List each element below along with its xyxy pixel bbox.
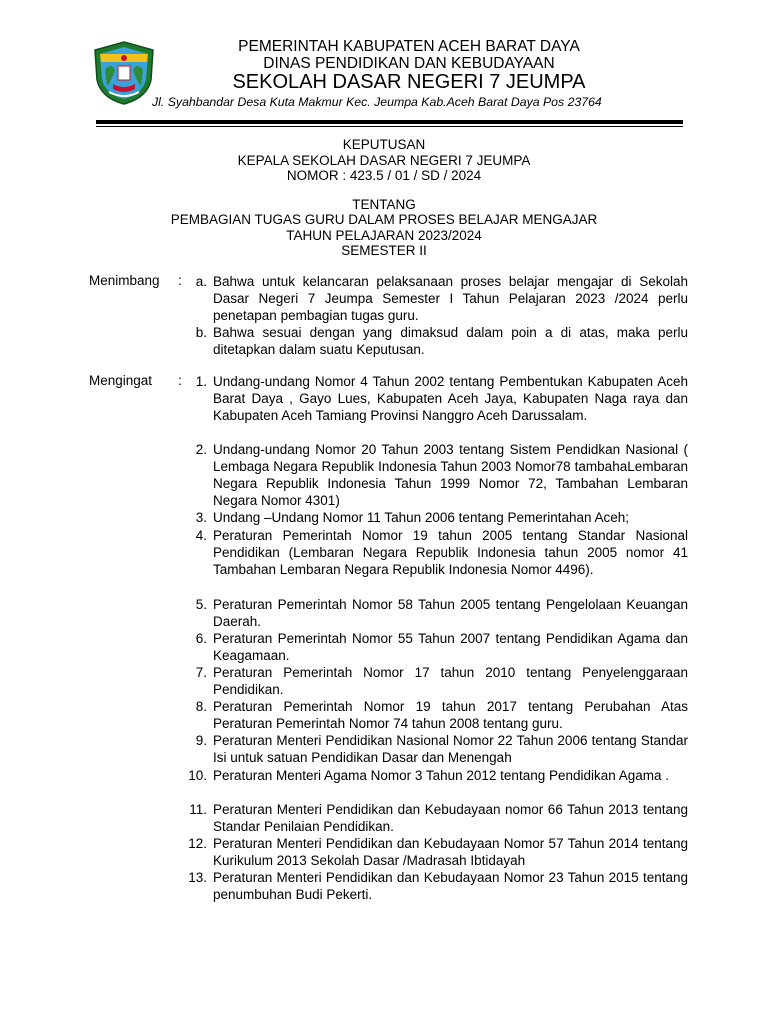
letterhead-rule-thick: [96, 120, 683, 124]
government-name: PEMERINTAH KABUPATEN ACEH BARAT DAYA: [238, 38, 580, 55]
list-marker: 9.: [195, 733, 207, 748]
list-item-text: Peraturan Menteri Pendidikan dan Kebudayaan Nomor 23 Tahun 2015 tentang penumbuhan Budi Pekerti.: [213, 870, 688, 902]
list-item-text: Peraturan Pemerintah Nomor 55 Tahun 2007 tentang Pendidikan Agama dan Keagamaan.: [213, 631, 688, 663]
list-item-text: Bahwa untuk kelancaran pelaksanaan proses belajar mengajar di Sekolah Dasar Negeri 7 Jeumpa Semester I Tahun Pelajaran 2023 /2024 perlu penetapan pembagian tugas guru.: [213, 274, 688, 323]
list-item-text: Peraturan Pemerintah Nomor 19 tahun 2005 tentang Standar Nasional Pendidikan (Lembaran Negara Republik Indonesia tahun 2005 nomor 41 Tambahan Lembaran Negara Republik Indonesia Nomor 4496).: [213, 528, 688, 577]
decision-subject-3: SEMESTER II: [341, 243, 427, 258]
list-marker: 7.: [195, 665, 207, 680]
decision-issuer: KEPALA SEKOLAH DASAR NEGERI 7 JEUMPA: [237, 153, 531, 168]
decision-subject-1: PEMBAGIAN TUGAS GURU DALAM PROSES BELAJAR MENGAJAR: [170, 212, 598, 227]
school-address: Jl. Syahbandar Desa Kuta Makmur Kec. Jeumpa Kab.Aceh Barat Daya Pos 23764: [152, 95, 602, 109]
list-marker: 12.: [188, 836, 207, 851]
list-item-text: Peraturan Menteri Pendidikan dan Kebudayaan Nomor 57 Tahun 2014 tentang Kurikulum 2013 Sekolah Dasar /Madrasah Ibtidayah: [213, 836, 688, 868]
list-item-text: Peraturan Menteri Pendidikan Nasional Nomor 22 Tahun 2006 tentang Standar Isi untuk satuan Pendidikan Dasar dan Menengah: [213, 733, 688, 765]
mengingat-colon: :: [178, 373, 182, 388]
list-item-text: Undang-undang Nomor 4 Tahun 2002 tentang Pembentukan Kabupaten Aceh Barat Daya , Gayo Lues, Kabupaten Aceh Jaya, Kabupaten Naga raya dan Kabupaten Aceh Tamiang Provinsi Nanggro Aceh Darussalam.: [213, 374, 688, 423]
decision-about: TENTANG: [352, 197, 416, 212]
list-marker: 13.: [188, 870, 207, 885]
list-item-text: Peraturan Menteri Pendidikan dan Kebudayaan nomor 66 Tahun 2013 tentang Standar Penilaian Pendidikan.: [213, 802, 688, 834]
list-marker: b.: [195, 325, 207, 340]
list-marker: 3.: [195, 510, 207, 525]
list-item-text: Bahwa sesuai dengan yang dimaksud dalam poin a di atas, maka perlu ditetapkan dalam suatu Keputusan.: [213, 325, 688, 357]
list-item-text: Undang-undang Nomor 20 Tahun 2003 tentang Sistem Pendidkan Nasional ( Lembaga Negara Republik Indonesia Tahun 2003 Nomor78 tambahaLembaran Negara Republik Indonesia Tahun 1999 Nomor 72, Tambahan Lembaran Negara Nomor 4301): [213, 442, 688, 508]
list-marker: 8.: [195, 699, 207, 714]
menimbang-label: Menimbang: [89, 273, 160, 288]
decision-subject-2: TAHUN PELAJARAN 2023/2024: [286, 228, 482, 243]
list-marker: 2.: [195, 442, 207, 457]
list-item-text: Peraturan Pemerintah Nomor 19 tahun 2017 tentang Perubahan Atas Peraturan Pemerintah Nomor 74 tahun 2008 tentang guru.: [213, 699, 688, 731]
list-marker: 11.: [189, 802, 207, 817]
list-marker: 6.: [195, 631, 207, 646]
list-item-text: Peraturan Pemerintah Nomor 58 Tahun 2005 tentang Pengelolaan Keuangan Daerah.: [213, 597, 688, 629]
list-marker: 4.: [195, 528, 207, 543]
decision-heading: KEPUTUSAN: [342, 137, 426, 152]
list-item-text: Peraturan Pemerintah Nomor 17 tahun 2010 tentang Penyelenggaraan Pendidikan.: [213, 665, 688, 697]
list-item-text: Peraturan Menteri Agama Nomor 3 Tahun 2012 tentang Pendidikan Agama .: [213, 768, 670, 783]
letterhead-rule-thin: [96, 126, 683, 127]
list-marker: 1.: [195, 374, 207, 389]
menimbang-colon: :: [178, 273, 182, 288]
list-marker: a.: [195, 274, 207, 289]
department-name: DINAS PENDIDIKAN DAN KEBUDAYAAN: [263, 55, 555, 72]
mengingat-label: Mengingat: [89, 373, 153, 388]
school-name: SEKOLAH DASAR NEGERI 7 JEUMPA: [232, 71, 586, 93]
list-marker: 10.: [188, 768, 207, 783]
decision-number: NOMOR : 423.5 / 01 / SD / 2024: [286, 168, 482, 183]
list-item-text: Undang –Undang Nomor 11 Tahun 2006 tentang Pemerintahan Aceh;: [213, 510, 630, 525]
list-marker: 5.: [195, 597, 207, 612]
